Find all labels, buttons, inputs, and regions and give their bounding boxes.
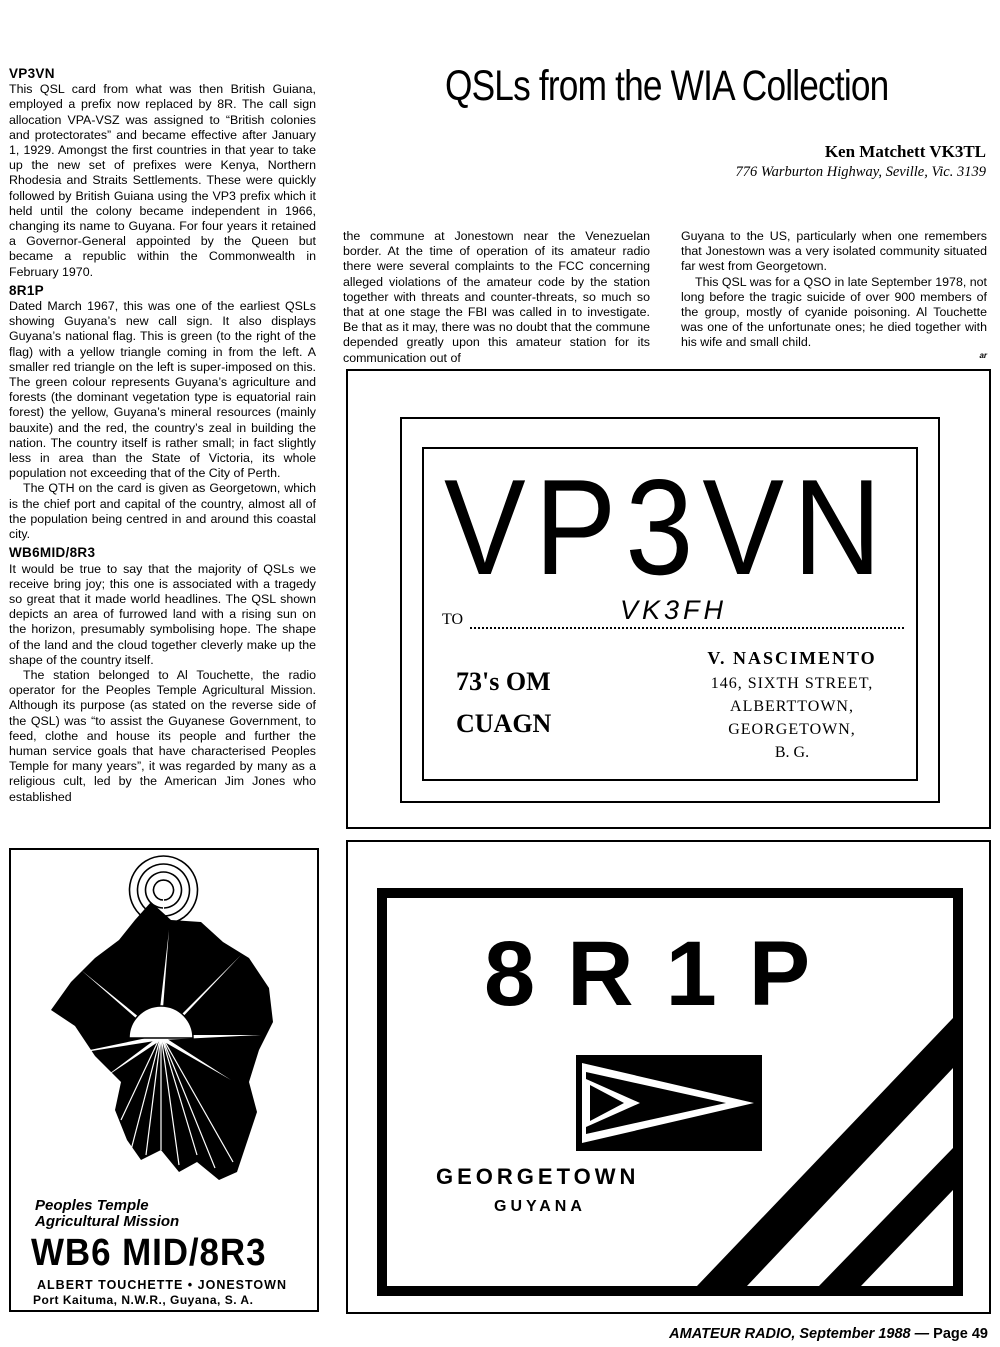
address-line: B. G. [774, 744, 810, 761]
location-line: Port Kaituma, N.W.R., Guyana, S. A. [33, 1293, 254, 1307]
paragraph: This QSL was for a QSO in late September 1978, not long before the tragic suicide of over 900 members of the group, mostly of cyanide poisoning. Al Touchette was one of the unfortunate ones; he died together with his wife and small child. [681, 274, 987, 350]
greeting-cuagn: CUAGN [456, 709, 552, 738]
page-footer [669, 1326, 988, 1342]
callsign: WB6 MID/8R3 [31, 1232, 267, 1274]
greeting-73s-om: 73's OM [456, 667, 551, 696]
paragraph: Dated March 1967, this was one of the earliest QSLs showing Guyana’s new call sign. It also displays Guyana’s national flag. This is green (to the right of the flag) with a yellow triangle coming in from the left. A smaller red triangle on the left is super-imposed on this. The green colour represents Guyana’s agriculture and forests (the dominant vegetation type is equatorial rain forest) the yellow, Guyana’s mineral resources (mainly bauxite) and the red, the country’s zeal in building the nation. The country itself is rather small; in fact slightly less in area than the State of Victoria, its whole population not exceeding that of the City of Perth. [9, 299, 316, 481]
callsign: 8R1P [484, 923, 843, 1025]
paragraph: The station belonged to Al Touchette, the radio operator for the Peoples Temple Agricultural Mission. Although its purpose (as stated on the reverse side of the QSL) was “to assist the Guyanese Government, to feed, clothe and house its people and further the human service goals that have characterised Peoples Temple for many years”, it was regarded by many as a religious cult, led by the American Jim Jones who established [9, 667, 316, 804]
column-2 [343, 229, 650, 366]
operator-line: ALBERT TOUCHETTE • JONESTOWN [37, 1278, 287, 1292]
qsl-card-8r1p [346, 840, 991, 1314]
to-callsign-handwritten: VK3FH [620, 595, 728, 625]
org-line-1: Peoples Temple [35, 1197, 149, 1214]
org-line-2: Agricultural Mission [35, 1213, 180, 1230]
paragraph: It would be true to say that the majority of QSLs we receive bring joy; this one is associated with a tragedy so great that it made world headlines. The QSL shown depicts an area of furrowed land with a rising sun on the horizon, presumably symbolising hope. The shape of the land and the cloud together cleverly make up the shape of the country itself. [9, 561, 316, 667]
organization-name [35, 1198, 179, 1230]
magazine-credit: AMATEUR RADIO, September 1988 — [669, 1326, 934, 1342]
operator-address [676, 647, 908, 764]
article-title: QSLs from the WIA Collection [445, 62, 889, 110]
address-line: GEORGETOWN, [728, 721, 856, 738]
to-label: TO [442, 611, 464, 628]
callsign: VP3VN [444, 451, 891, 603]
address-line: ALBERTTOWN, [730, 698, 854, 715]
operator-name: V. NASCIMENTO [707, 648, 877, 668]
heading-8r1p: 8R1P [9, 282, 44, 298]
column-3 [681, 229, 987, 361]
address-line: 146, SIXTH STREET, [710, 675, 874, 692]
country: GUYANA [494, 1198, 586, 1215]
paragraph: This QSL card from what was then British Guiana, employed a prefix now replaced by 8R. The call sign allocation VPA-VSZ was assigned to “British colonies and protectorates” and became effective after January 1, 1929. Amongst the first countries in that year to take up the new set of prefixes were Kenya, Northern Rhodesia and Straits Settlements. These were quickly followed by British Guiana using the VP3 prefix which it held until the colony became independent in 1966, changing its name to Guyana. For four years it retained a Governor-General appointed by the Queen but became a republic within the Commonwealth in February 1970. [9, 82, 316, 279]
to-dotted-line [470, 627, 904, 629]
guyana-map-illustration [11, 850, 317, 1190]
guyana-flag-icon [576, 1055, 762, 1151]
author-address: 776 Warburton Highway, Seville, Vic. 3139 [735, 164, 986, 180]
end-mark: ar [979, 350, 987, 360]
heading-wb6mid: WB6MID/8R3 [9, 545, 96, 561]
paragraph: Guyana to the US, particularly when one remembers that Jonestown was a very isolated community situated far west from Georgetown. [681, 229, 987, 274]
paragraph: The QTH on the card is given as Georgetown, which is the chief port and capital of the country, almost all of the population being centred in and around this coastal city. [9, 481, 316, 542]
paragraph: the commune at Jonestown near the Venezuelan border. At the time of operation of its amateur radio there were several complaints to the FCC concerning alleged violations of the amateur code by the station together with threats and counter-threats, so much so that at one stage the FBI was called in to investigate. Be that as it may, there was no doubt that the commune depended greatly upon this amateur station for its communication out of [343, 229, 650, 365]
qsl-card-vp3vn [346, 369, 991, 829]
qsl-card-wb6mid [9, 848, 319, 1312]
city: GEORGETOWN [436, 1164, 640, 1189]
byline [735, 142, 986, 181]
column-1 [9, 66, 316, 805]
author-name: Ken Matchett VK3TL [824, 142, 986, 161]
heading-vp3vn: VP3VN [9, 66, 55, 81]
page-number: Page 49 [933, 1326, 988, 1342]
